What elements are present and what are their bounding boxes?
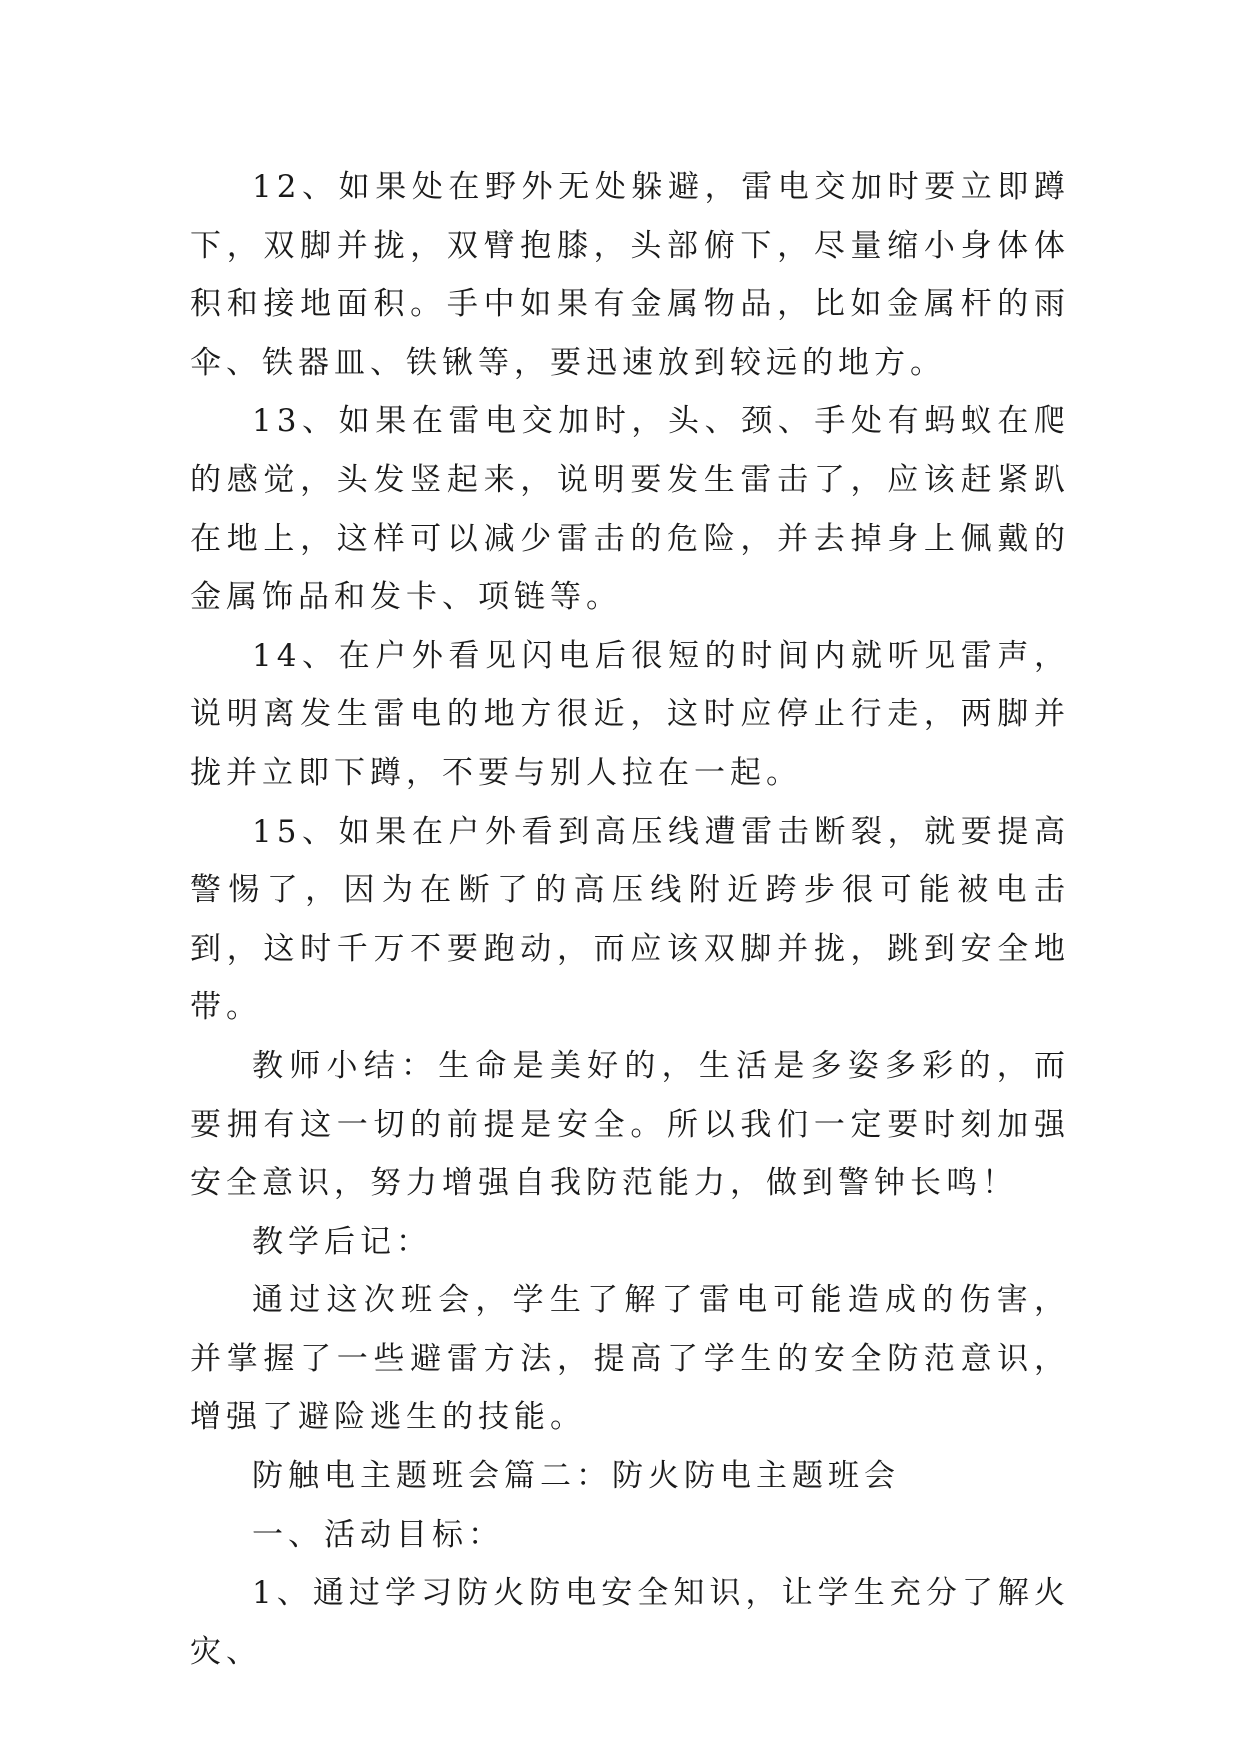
paragraph-12-crouch-outdoors: 12、如果处在野外无处躲避，雷电交加时要立即蹲下，双脚并拢，双臂抱膝，头部俯下，尽量缩小身体体积和接地面积。手中如果有金属物品，比如金属杆的雨伞、铁器皿、铁锹等，要迅速放到较远的地方。 <box>190 169 1070 381</box>
paragraph-teaching-notes-heading: 教学后记： <box>252 1223 432 1260</box>
section-heading-part-two: 防触电主题班会篇二：防火防电主题班会 <box>252 1458 900 1495</box>
paragraph-15-high-voltage-line: 15、如果在户外看到高压线遭雷击断裂，就要提高警惕了，因为在断了的高压线附近跨步很可能被电击到，这时千万不要跑动，而应该双脚并拢，跳到安全地带。 <box>190 813 1070 1026</box>
paragraph-goal-1: 1、通过学习防火防电安全知识，让学生充分了解火灾、 <box>190 1575 1070 1670</box>
paragraph-teacher-summary: 教师小结：生命是美好的，生活是多姿多彩的，而要拥有这一切的前提是安全。所以我们一定要时刻加强安全意识，努力增强自我防范能力，做到警钟长鸣！ <box>190 1047 1070 1202</box>
paragraph-13-ant-crawling-sensation: 13、如果在雷电交加时，头、颈、手处有蚂蚁在爬的感觉，头发竖起来，说明要发生雷击了，应该赶紧趴在地上，这样可以减少雷击的危险，并去掉身上佩戴的金属饰品和发卡、项链等。 <box>190 403 1070 616</box>
paragraph-14-lightning-thunder-near: 14、在户外看见闪电后很短的时间内就听见雷声，说明离发生雷电的地方很近，这时应停止行走，两脚并拢并立即下蹲，不要与别人拉在一起。 <box>190 637 1070 791</box>
document-body <box>190 158 1070 1681</box>
paragraph-teaching-notes: 通过这次班会，学生了解了雷电可能造成的伤害，并掌握了一些避雷方法，提高了学生的安全防范意识，增强了避险逃生的技能。 <box>190 1282 1070 1436</box>
subheading-activity-goals: 一、活动目标： <box>252 1516 504 1553</box>
